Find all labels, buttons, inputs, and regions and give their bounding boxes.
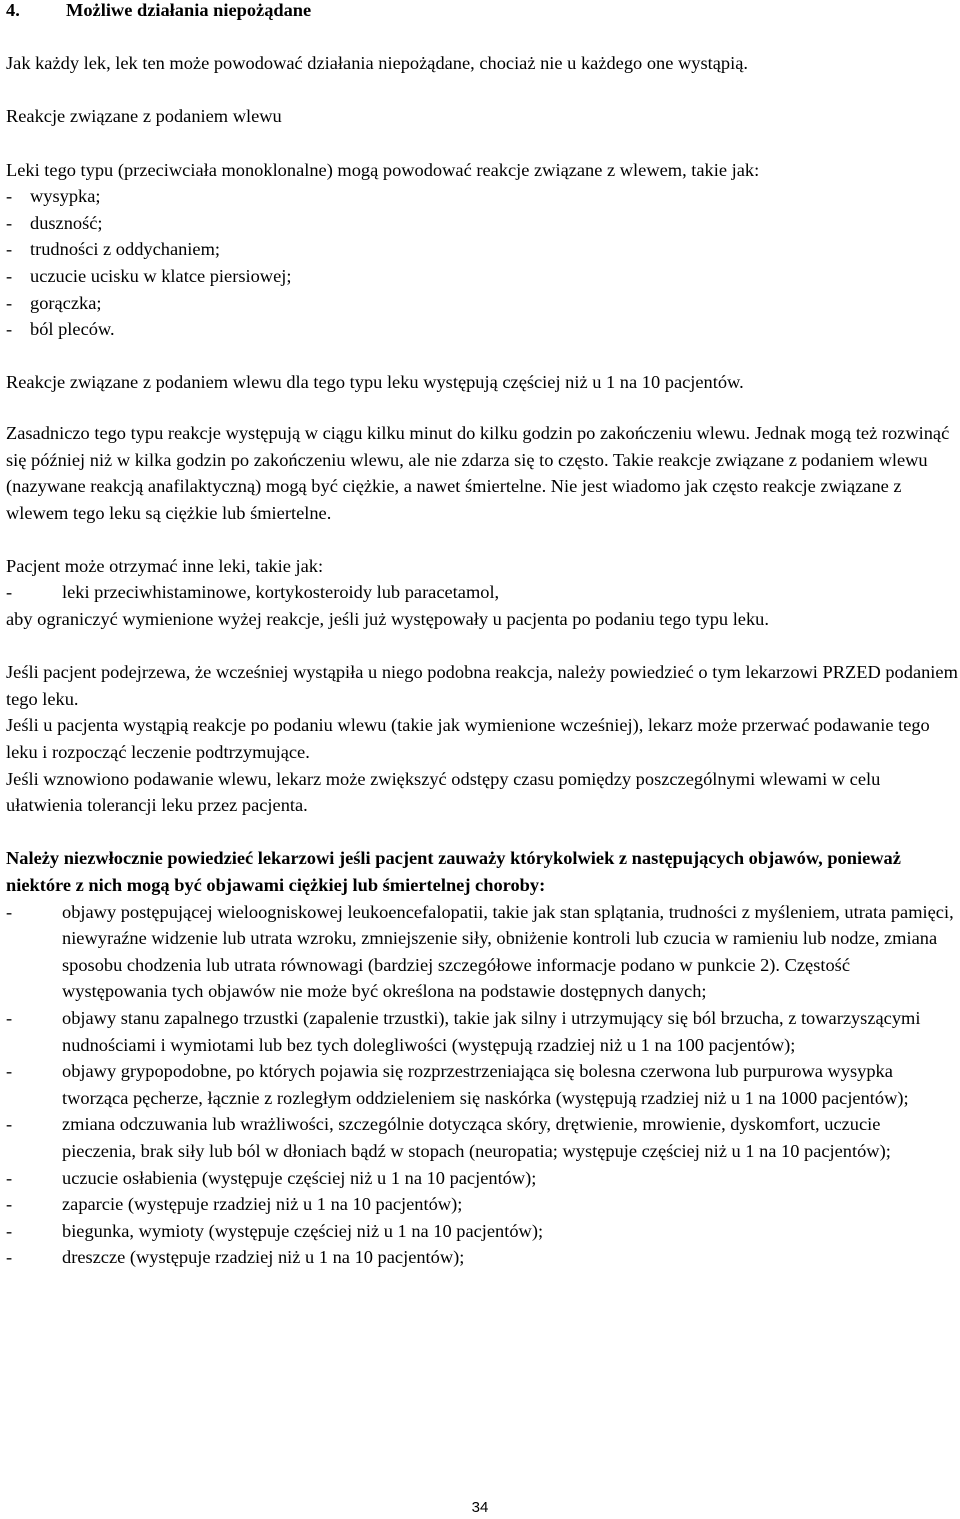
list-item [6, 210, 958, 237]
list-dash: - [6, 1220, 13, 1241]
list-item-text: uczucie osłabienia (występuje częściej niż u 1 na 10 pacjentów); [62, 1167, 537, 1188]
spacer [6, 24, 958, 51]
list-dash: - [6, 265, 13, 286]
list-item-text: zaparcie (występuje rzadziej niż u 1 na 10 pacjentów); [62, 1194, 463, 1215]
advice-paragraph: Jeśli u pacjenta wystąpią reakcje po podaniu wlewu (takie jak wymienione wcześniej), lekarz może przerwać podawanie tego leku i rozpocząć leczenie podtrzymujące. [6, 715, 930, 763]
infusion-subheading: Reakcje związane z podaniem wlewu [6, 106, 282, 127]
list-item [6, 579, 958, 606]
warning-symptom-list [6, 899, 958, 1271]
advice-paragraph: Jeśli wznowiono podawanie wlewu, lekarz może zwiększyć odstępy czasu pomiędzy poszczególnymi wlewami w celu ułatwienia tolerancji leku przez pacjenta. [6, 768, 881, 816]
infusion-lead: Leki tego typu (przeciwciała monoklonalne) mogą powodować reakcje związane z wlewem, takie jak: [6, 159, 760, 180]
list-item-text: duszność; [30, 212, 103, 233]
list-item-text: objawy stanu zapalnego trzustki (zapalenie trzustki), takie jak silny i utrzymujący się ból brzucha, z towarzyszącymi nudnościami i wymiotami lub bez tych dolegliwości (występują rzadziej niż u 1 na 100 pacjentów); [62, 1007, 921, 1055]
warning-heading: Należy niezwłocznie powiedzieć lekarzowi jeśli pacjent zauważy którykolwiek z następujących objawów, ponieważ niektóre z nich mogą być objawami ciężkiej lub śmiertelnej choroby: [6, 848, 901, 895]
spacer [6, 633, 958, 660]
infusion-reaction-list [6, 183, 958, 343]
list-dash: - [6, 901, 13, 922]
list-item-text: zmiana odczuwania lub wrażliwości, szczególnie dotycząca skóry, drętwienie, mrowienie, dyskomfort, uczucie pieczenia, brak siły lub ból w dłoniach bądź w stopach (neuropatia; występuje częściej niż u 1 na 10 pacjentów); [62, 1114, 891, 1161]
section-title: Możliwe działania niepożądane [66, 0, 312, 20]
spacer [6, 819, 958, 846]
list-dash: - [6, 212, 13, 233]
list-dash: - [6, 1007, 13, 1028]
list-item [6, 1244, 958, 1271]
list-dash: - [6, 292, 13, 313]
other-meds-tail: aby ograniczyć wymienione wyżej reakcje, jeśli już występowały u pacjenta po podaniu tego typu leku. [6, 609, 769, 630]
list-dash: - [6, 319, 13, 340]
list-item [6, 1165, 958, 1192]
list-dash: - [6, 582, 13, 603]
list-dash: - [6, 239, 13, 260]
list-item-text: dreszcze (występuje rzadziej niż u 1 na 10 pacjentów); [62, 1247, 465, 1268]
document-page [6, 0, 958, 1271]
spacer [6, 396, 958, 420]
list-item [6, 1005, 958, 1058]
spacer [6, 343, 958, 370]
list-item [6, 1058, 958, 1111]
list-dash: - [6, 1114, 13, 1135]
section-number: 4. [6, 0, 20, 20]
spacer [6, 77, 958, 104]
list-item [6, 316, 958, 343]
list-item [6, 236, 958, 263]
list-item-text: ból pleców. [30, 319, 115, 340]
list-dash: - [6, 1061, 13, 1082]
other-meds-lead: Pacjent może otrzymać inne leki, takie jak: [6, 555, 324, 576]
list-item-text: leki przeciwhistaminowe, kortykosteroidy lub paracetamol, [62, 582, 500, 603]
list-item [6, 1111, 958, 1164]
list-item-text: biegunka, wymioty (występuje częściej niż u 1 na 10 pacjentów); [62, 1220, 544, 1241]
list-item-text: objawy postępującej wieloogniskowej leukoencefalopatii, takie jak stan splątania, trudności z myśleniem, utrata pamięci, niewyraźne widzenie lub utrata wzroku, zmniejszenie siły, obniżenie kontroli lub czucia w ramieniu lub nodze, zmiana sposobu chodzenia lub utrata równowagi (bardziej szczegółowe informacje podano w punkcie 2). Częstość występowania tych objawów nie może być określona na podstawie dostępnych danych; [62, 901, 954, 1002]
list-dash: - [6, 1247, 13, 1268]
list-item [6, 290, 958, 317]
frequency-paragraph: Reakcje związane z podaniem wlewu dla tego typu leku występują częściej niż u 1 na 10 pacjentów. [6, 372, 744, 393]
list-item [6, 263, 958, 290]
section-heading [6, 0, 958, 24]
other-meds-list [6, 579, 958, 606]
list-item [6, 1218, 958, 1245]
list-dash: - [6, 1194, 13, 1215]
list-item [6, 899, 958, 1005]
spacer [6, 526, 958, 553]
list-item [6, 183, 958, 210]
list-item-text: objawy grypopodobne, po których pojawia się rozprzestrzeniająca się bolesna czerwona lub purpurowa wysypka tworząca pęcherze, łącznie z rozległym oddzieleniem się naskórka (występują rzadziej niż u 1 na 1000 pacjentów); [62, 1061, 909, 1108]
list-item [6, 1191, 958, 1218]
list-dash: - [6, 186, 13, 207]
list-item-text: uczucie ucisku w klatce piersiowej; [30, 265, 292, 286]
list-item-text: gorączka; [30, 292, 102, 313]
list-dash: - [6, 1167, 13, 1188]
spacer [6, 130, 958, 157]
list-item-text: wysypka; [30, 186, 101, 207]
intro-paragraph: Jak każdy lek, lek ten może powodować działania niepożądane, chociaż nie u każdego one wystąpią. [6, 53, 748, 74]
advice-paragraph: Jeśli pacjent podejrzewa, że wcześniej wystąpiła u niego podobna reakcja, należy powiedzieć o tym lekarzowi PRZED podaniem tego leku. [6, 662, 958, 709]
page-number: 34 [471, 1499, 489, 1516]
timing-paragraph: Zasadniczo tego typu reakcje występują w ciągu kilku minut do kilku godzin po zakończeniu wlewu. Jednak mogą też rozwinąć się później niż w kilka godzin po zakończeniu wlewu, ale nie zdarza się to często. Takie reakcje związane z podaniem wlewu (nazywane reakcją anafilaktyczną) mogą być ciężkie, a nawet śmiertelne. Nie jest wiadomo jak często reakcje związane z wlewem tego leku są ciężkie lub śmiertelne. [6, 422, 950, 523]
list-item-text: trudności z oddychaniem; [30, 239, 220, 260]
